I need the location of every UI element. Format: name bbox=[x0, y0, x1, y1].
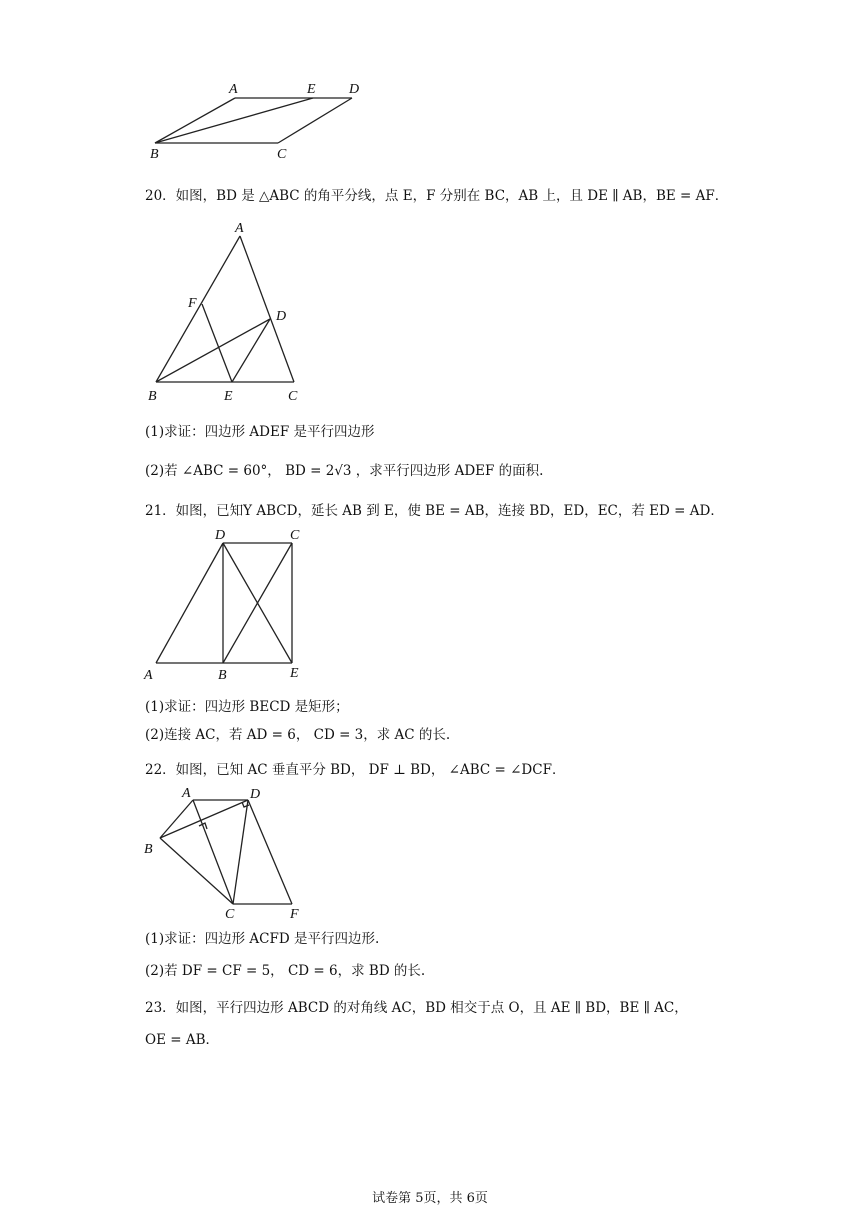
figure-triangle-abc-def bbox=[140, 218, 320, 408]
q21-stem: 21．如图，已知Y ABCD，延长 AB 到 E，使 BE = AB，连接 BD，ED，EC，若 ED = AD． bbox=[145, 503, 724, 519]
label-d: D bbox=[250, 787, 261, 802]
label-b: B bbox=[148, 389, 157, 404]
label-c: C bbox=[290, 528, 300, 543]
label-b: B bbox=[150, 147, 159, 162]
label-c: C bbox=[288, 389, 298, 404]
segment-ba bbox=[155, 98, 235, 143]
q23-stem-line2: OE = AB． bbox=[145, 1032, 219, 1048]
q20-part2: (2)若 ∠ABC = 60°， BD = 2√3 ，求平行四边形 ADEF 的面积. bbox=[145, 463, 544, 479]
segment-bc bbox=[160, 838, 233, 904]
label-f: F bbox=[290, 907, 299, 922]
label-d: D bbox=[276, 309, 287, 324]
label-a: A bbox=[144, 668, 153, 683]
q20-part1: (1)求证：四边形 ADEF 是平行四边形 bbox=[145, 424, 375, 440]
label-c: C bbox=[225, 907, 235, 922]
q20-stem: 20．如图，BD 是 △ABC 的角平分线，点 E，F 分别在 BC，AB 上，且 DE ∥ AB，BE = AF． bbox=[145, 188, 729, 204]
label-e: E bbox=[290, 666, 299, 681]
segment-ba bbox=[160, 800, 193, 838]
q23-stem-line1: 23．如图，平行四边形 ABCD 的对角线 AC，BD 相交于点 O，且 AE ∥ BD，BE ∥ AC， bbox=[145, 1000, 688, 1016]
label-b: B bbox=[144, 842, 153, 857]
q21-part1: (1)求证：四边形 BECD 是矩形； bbox=[145, 699, 349, 715]
segment-bd bbox=[160, 800, 248, 838]
label-b: B bbox=[218, 668, 227, 683]
label-a: A bbox=[182, 786, 191, 801]
q22-part1: (1)求证：四边形 ACFD 是平行四边形. bbox=[145, 931, 380, 947]
q21-part2: (2)连接 AC，若 AD = 6， CD = 3，求 AC 的长. bbox=[145, 727, 451, 743]
label-a: A bbox=[235, 221, 244, 236]
segment-df bbox=[248, 800, 292, 904]
label-d: D bbox=[215, 528, 226, 543]
figure-parallelogram-abcd-e bbox=[140, 78, 380, 164]
label-e: E bbox=[307, 82, 316, 97]
label-d: D bbox=[349, 82, 360, 97]
segment-dc bbox=[233, 800, 248, 904]
label-a: A bbox=[229, 82, 238, 97]
label-e: E bbox=[224, 389, 233, 404]
q22-part2: (2)若 DF = CF = 5， CD = 6，求 BD 的长. bbox=[145, 963, 426, 979]
segment-bd bbox=[156, 319, 270, 382]
page-footer: 试卷第 5页，共 6页 bbox=[372, 1191, 488, 1206]
segment-ad bbox=[156, 543, 223, 663]
label-f: F bbox=[188, 296, 197, 311]
q22-stem: 22．如图，已知 AC 垂直平分 BD， DF ⊥ BD， ∠ABC = ∠DCF． bbox=[145, 762, 566, 778]
figure-rectangle-becd bbox=[140, 524, 340, 684]
segment-ab bbox=[156, 236, 240, 382]
figure-quadrilateral-acfd bbox=[140, 783, 340, 923]
label-c: C bbox=[277, 147, 287, 162]
segment-ed bbox=[232, 319, 270, 382]
